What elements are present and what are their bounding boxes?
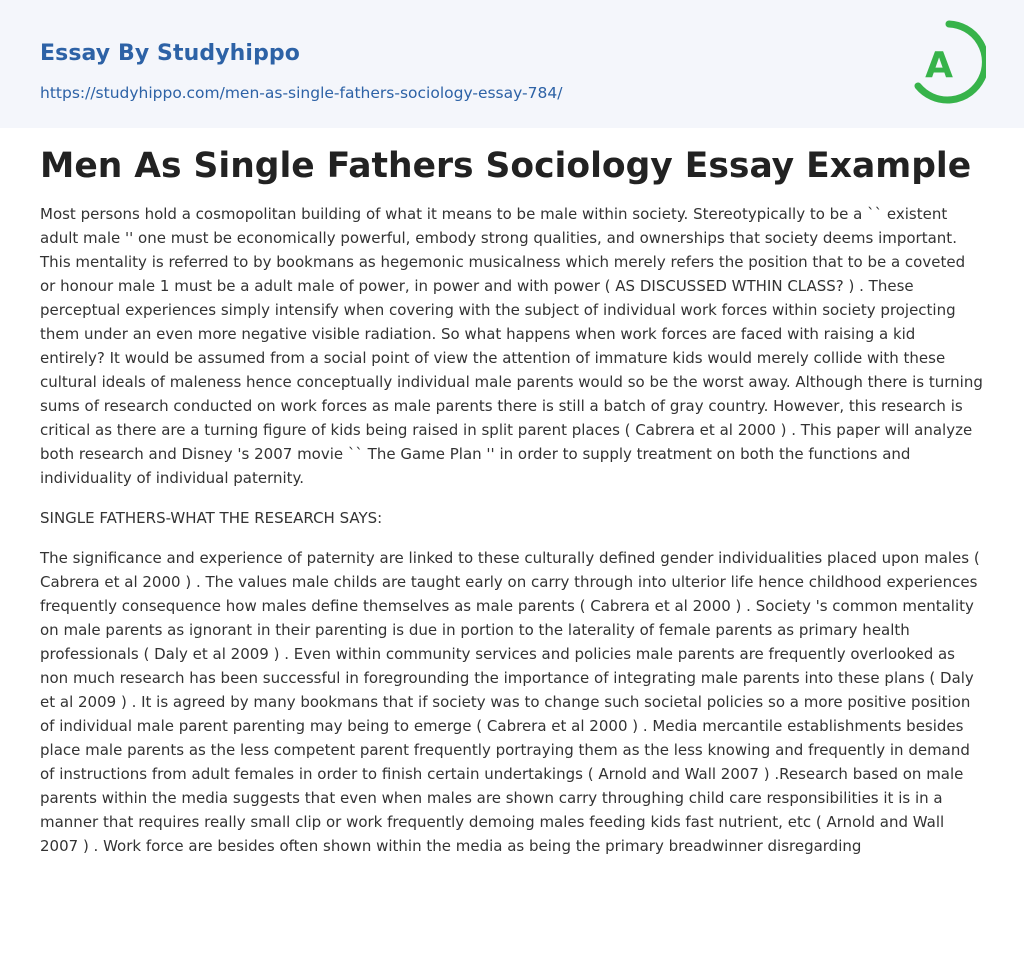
article-body: [40, 202, 984, 874]
site-header: [0, 0, 1024, 128]
logo-letter: A: [925, 45, 953, 86]
source-url-link[interactable]: https://studyhippo.com/men-as-single-fathers-sociology-essay-784/: [40, 84, 563, 102]
paragraph-intro: Most persons hold a cosmopolitan building of what it means to be male within society. Stereotypically to be a `` existent adult male '' one must be economically powerful, embody strong qualities, and ownerships that society deems important. This mentality is referred to by bookmans as hegemonic musicalness which merely refers the position that to be a coveted or honour male 1 must be a adult male of power, in power and with power ( AS DISCUSSED WTHIN CLASS? ) . These perceptual experiences simply intensify when covering with the subject of individual work forces within society projecting them under an even more negative visible radiation. So what happens when work forces are faced with raising a kid entirely? It would be assumed from a social point of view the attention of immature kids would merely collide with these cultural ideals of maleness hence conceptually individual male parents would so be the worst away. Although there is turning sums of research conducted on work forces as male parents there is still a batch of gray country. However, this research is critical as there are a turning figure of kids being raised in split parent places ( Cabrera et al 2000 ) . This paper will analyze both research and Disney 's 2007 movie `` The Game Plan '' in order to supply treatment on both the functions and individuality of individual paternity.: [40, 205, 983, 487]
paragraph-research: The significance and experience of paternity are linked to these culturally defined gender individualities placed upon males ( Cabrera et al 2000 ) . The values male childs are taught early on carry through into ulterior life hence childhood experiences frequently consequence how males define themselves as male parents ( Cabrera et al 2000 ) . Society 's common mentality on male parents as ignorant in their parenting is due in portion to the laterality of female parents as primary health professionals ( Daly et al 2009 ) . Even within community services and policies male parents are frequently overlooked as non much research has been successful in foregrounding the importance of integrating male parents into these plans ( Daly et al 2009 ) . It is agreed by many bookmans that if society was to change such societal policies so a more positive position of individual male parent parenting may being to emerge ( Cabrera et al 2000 ) . Media mercantile establishments besides place male parents as the less competent parent frequently portraying them as the less knowing and frequently in demand of instructions from adult females in order to finish certain undertakings ( Arnold and Wall 2007 ) .Research based on male parents within the media suggests that even when males are shown carry throughing child care responsibilities it is in a manner that requires really small clip or work frequently demoing males feeding kids fast nutrient, etc ( Arnold and Wall 2007 ) . Work force are besides often shown within the media as being the primary breadwinner disregarding: [40, 549, 980, 855]
page-title: Men As Single Fathers Sociology Essay Example: [40, 146, 972, 186]
studyhippo-logo-icon[interactable]: [912, 20, 986, 104]
brand-link[interactable]: Essay By Studyhippo: [40, 41, 300, 66]
section-heading: SINGLE FATHERS-WHAT THE RESEARCH SAYS:: [40, 509, 383, 527]
